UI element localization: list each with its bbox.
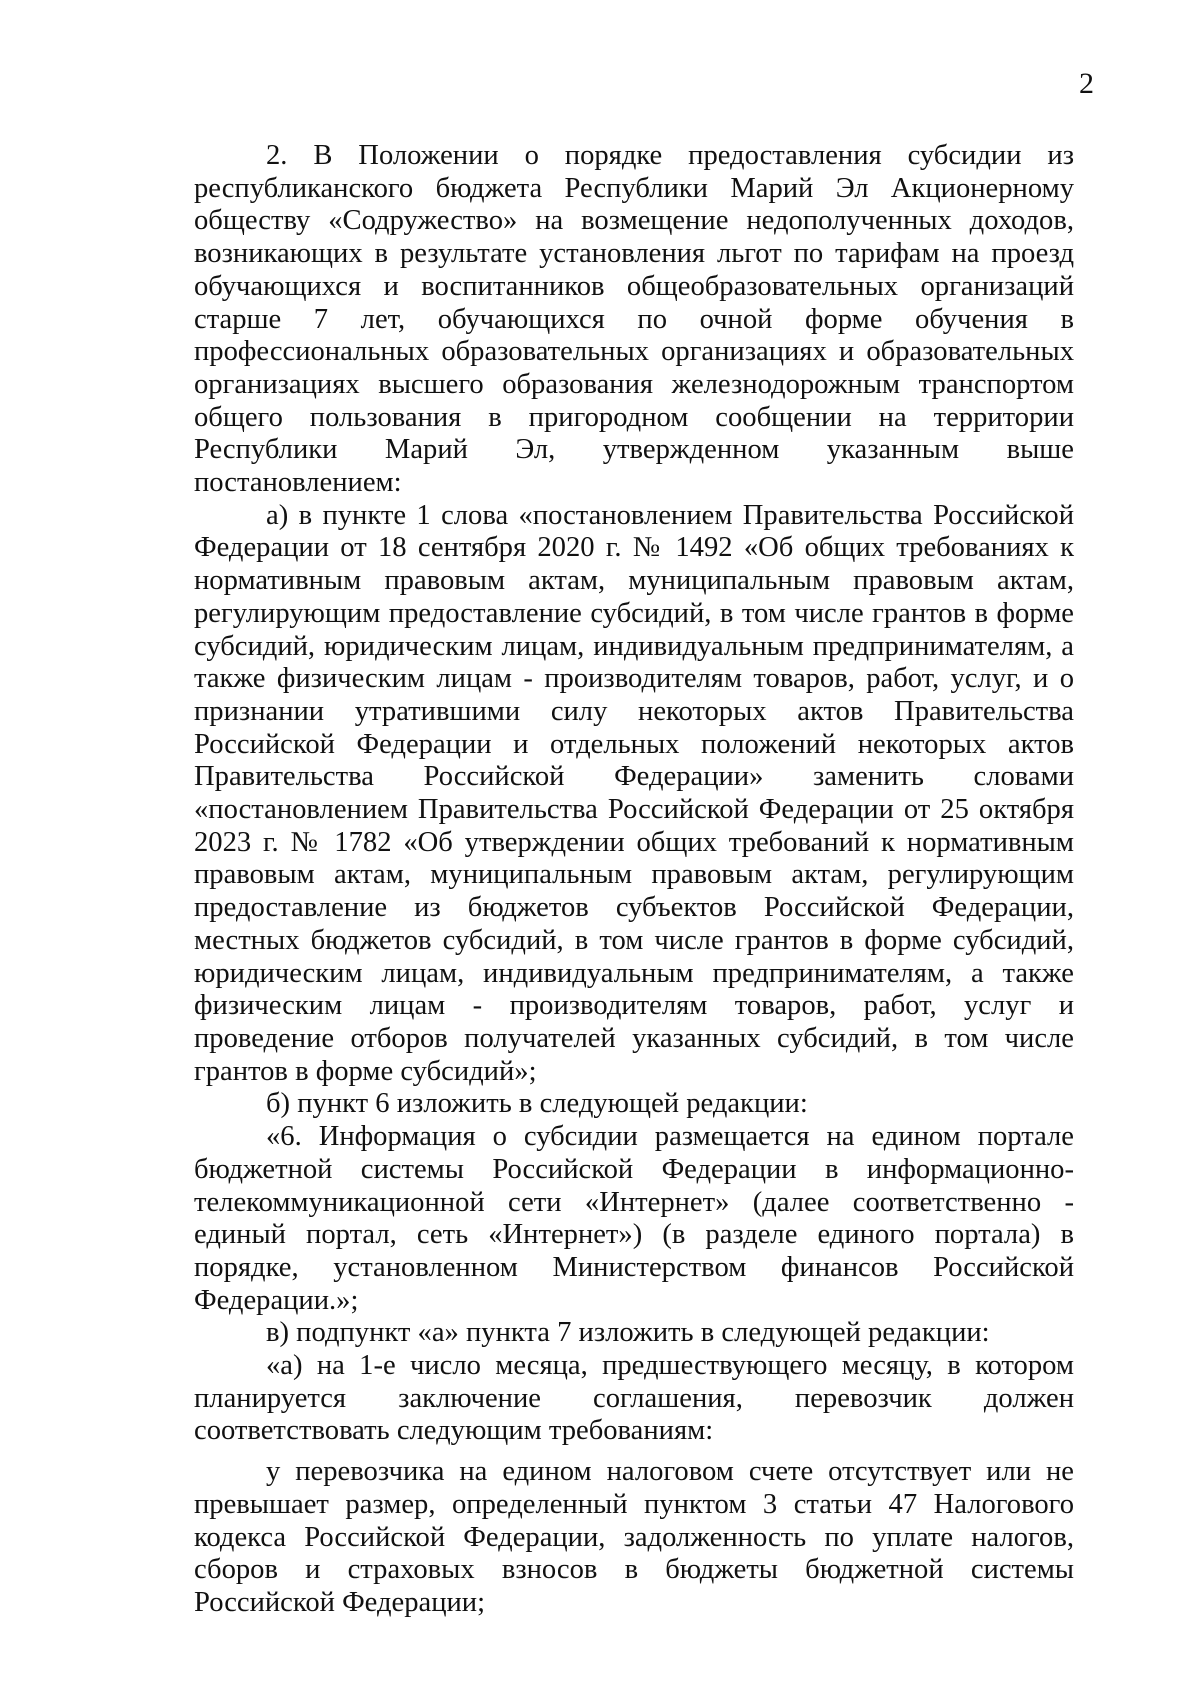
page-number: 2 [1079, 67, 1094, 100]
paragraph-point-6-text: «6. Информация о субсидии размещается на едином портале бюджетной системы Российской Федерации в информационно-телекоммуникационной сети «Интернет» (далее соответственно - единый портал, сеть «Интернет») (в разделе единого портала) в порядке, установленном Министерством финансов Российской Федерации.»; [194, 1121, 1074, 1316]
paragraph-item-a: а) в пункте 1 слова «постановлением Правительства Российской Федерации от 18 сентября 2020 г. № 1492 «Об общих требованиях к нормативным правовым актам, муниципальным правовым актам, регулирующим предоставление субсидий, в том числе грантов в форме субсидий, юридическим лицам, индивидуальным предпринимателям, а также физическим лицам - производителям товаров, работ, услуг, и о признании утратившими силу некоторых актов Правительства Российской Федерации и отдельных положений некоторых актов Правительства Российской Федерации» заменить словами «постановлением Правительства Российской Федерации от 25 октября 2023 г. № 1782 «Об утверждении общих требований к нормативным правовым актам, муниципальным правовым актам, регулирующим предоставление из бюджетов субъектов Российской Федерации, местных бюджетов субсидий, в том числе грантов в форме субсидий, юридическим лицам, индивидуальным предпринимателям, а также физическим лицам - производителям товаров, работ, услуг и проведение отборов получателей указанных субсидий, в том числе грантов в форме субсидий»; [194, 499, 1074, 1087]
paragraph-section-2-intro: 2. В Положении о порядке предоставления субсидии из республиканского бюджета Республики Марий Эл Акционерному обществу «Содружество» на возмещение недополученных доходов, возникающих в результате установления льгот по тарифам на проезд обучающихся и воспитанников общеобразовательных организаций старше 7 лет, обучающихся по очной форме обучения в профессиональных образовательных организациях и образовательных организациях высшего образования железнодорожным транспортом общего пользования в пригородном сообщении на территории Республики Марий Эл, утвержденном указанным выше постановлением: [194, 140, 1074, 499]
paragraph-item-v: в) подпункт «а» пункта 7 изложить в следующей редакции: [266, 1317, 990, 1349]
paragraph-subitem-a-text: «а) на 1-е число месяца, предшествующего месяцу, в котором планируется заключение соглашения, перевозчик должен соответствовать следующим требованиям: [194, 1350, 1074, 1447]
paragraph-item-b: б) пункт 6 изложить в следующей редакции: [266, 1088, 808, 1120]
document-body [194, 140, 1074, 1620]
paragraph-tax-requirement: у перевозчика на едином налоговом счете отсутствует или не превышает размер, определенный пунктом 3 статьи 47 Налогового кодекса Российской Федерации, задолженность по уплате налогов, сборов и страховых взносов в бюджеты бюджетной системы Российской Федерации; [194, 1456, 1074, 1618]
